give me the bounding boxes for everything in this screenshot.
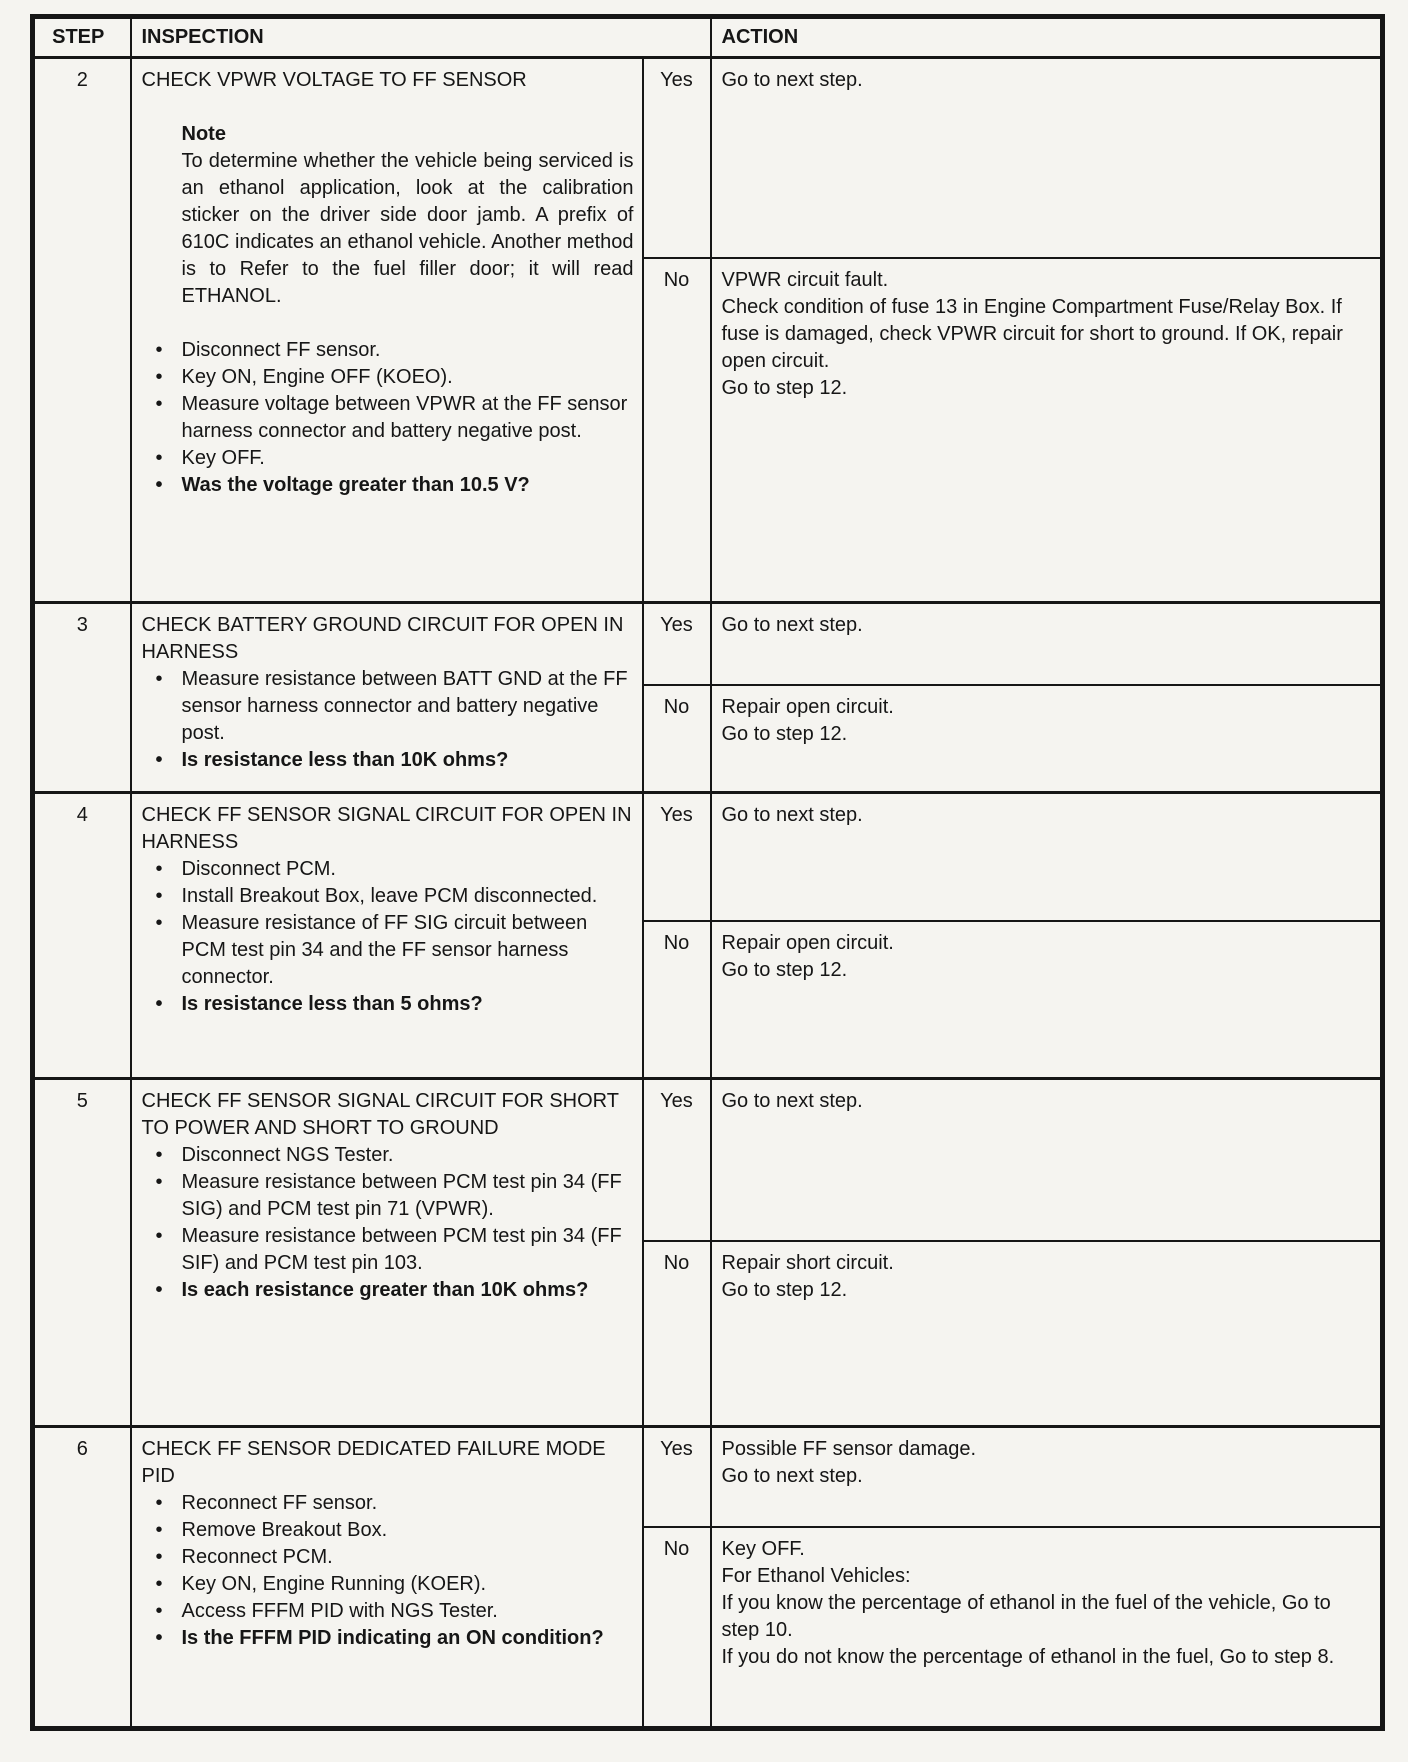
pinpoint-test-table	[30, 14, 1385, 1731]
step-number-cell: 2	[33, 58, 131, 603]
inspection-title: CHECK BATTERY GROUND CIRCUIT FOR OPEN IN HARNESS	[141, 614, 624, 663]
action-line: Repair short circuit.	[721, 1251, 894, 1274]
inspection-title: CHECK FF SENSOR DEDICATED FAILURE MODE PID	[141, 1438, 606, 1487]
bullet-text: Measure voltage between VPWR at the FF sensor harness connector and battery negative post.	[181, 393, 628, 442]
result-yes-cell: Yes	[643, 1079, 711, 1241]
bullet-item	[142, 910, 634, 991]
bullet-icon: •	[155, 1546, 163, 1568]
bullet-item	[142, 1571, 634, 1598]
action-line: Go to step 12.	[721, 376, 848, 399]
action-line: For Ethanol Vehicles:	[721, 1564, 911, 1587]
action-line: Repair open circuit.	[721, 695, 894, 718]
bullet-icon: •	[155, 447, 163, 469]
result-no-cell: No	[643, 921, 711, 1079]
bullet-item	[142, 666, 634, 747]
action-line: Possible FF sensor damage.	[721, 1438, 977, 1460]
bullet-item	[142, 445, 634, 472]
bullet-item	[142, 1517, 634, 1544]
action-cell-yes	[711, 793, 1383, 921]
question-item	[142, 1625, 634, 1652]
bullet-list	[142, 856, 634, 1018]
step-2-yes-row	[33, 58, 1383, 258]
question-text: Is resistance less than 10K ohms?	[181, 749, 509, 771]
action-cell-yes	[711, 1427, 1383, 1527]
bullet-list	[142, 1490, 634, 1652]
note-block	[182, 121, 634, 310]
result-no-cell: No	[643, 258, 711, 603]
action-cell-no	[711, 1527, 1383, 1729]
action-cell-no	[711, 1241, 1383, 1427]
bullet-icon: •	[155, 912, 163, 934]
note-label: Note	[181, 123, 226, 145]
bullet-icon: •	[155, 1225, 163, 1247]
step-3-yes-row	[33, 603, 1383, 685]
inspection-title: CHECK VPWR VOLTAGE TO FF SENSOR	[141, 69, 527, 91]
inspection-title: CHECK FF SENSOR SIGNAL CIRCUIT FOR OPEN IN HARNESS	[141, 804, 632, 853]
bullet-list	[142, 1142, 634, 1304]
bullet-item	[142, 1169, 634, 1223]
bullet-text: Measure resistance between PCM test pin 34 (FF SIF) and PCM test pin 103.	[181, 1225, 622, 1274]
action-line: Go to next step.	[721, 1465, 863, 1487]
bullet-icon: •	[155, 749, 163, 771]
bullet-item	[142, 391, 634, 445]
bullet-icon: •	[155, 885, 163, 907]
step-number-cell: 3	[33, 603, 131, 793]
bullet-text: Disconnect NGS Tester.	[181, 1144, 394, 1166]
bullet-text: Key ON, Engine OFF (KOEO).	[181, 366, 453, 388]
action-cell-no	[711, 685, 1383, 793]
inspection-cell	[131, 793, 643, 1079]
action-line: Check condition of fuse 13 in Engine Compartment Fuse/Relay Box. If fuse is damaged, check VPWR circuit for short to ground. If OK, repair open circuit.	[721, 295, 1343, 372]
bullet-list	[142, 337, 634, 499]
inspection-cell	[131, 1079, 643, 1427]
inspection-title: CHECK FF SENSOR SIGNAL CIRCUIT FOR SHORT TO POWER AND SHORT TO GROUND	[141, 1090, 619, 1139]
bullet-icon: •	[155, 1171, 163, 1193]
note-text: To determine whether the vehicle being serviced is an ethanol application, look at the calibration sticker on the driver side door jamb. A prefix of 610C indicates an ethanol vehicle. Another method is to Refer to the fuel filler door; it will read ETHANOL.	[181, 150, 634, 307]
result-no-cell: No	[643, 1527, 711, 1729]
bullet-icon: •	[155, 1519, 163, 1541]
bullet-text: Measure resistance of FF SIG circuit between PCM test pin 34 and the FF sensor harness connector.	[181, 912, 588, 988]
action-line: If you know the percentage of ethanol in the fuel of the vehicle, Go to step 10.	[721, 1591, 1331, 1641]
result-yes-cell: Yes	[643, 793, 711, 921]
table-header	[33, 17, 1383, 58]
bullet-icon: •	[155, 993, 163, 1015]
action-line: VPWR circuit fault.	[721, 268, 889, 291]
result-yes-cell: Yes	[643, 603, 711, 685]
table-body	[33, 58, 1383, 1729]
action-line: Key OFF.	[721, 1537, 805, 1560]
action-line: Go to step 12.	[721, 958, 848, 981]
action-line: If you do not know the percentage of ethanol in the fuel, Go to step 8.	[721, 1645, 1335, 1668]
bullet-icon: •	[155, 393, 163, 415]
step-6-yes-row	[33, 1427, 1383, 1527]
step-5-yes-row	[33, 1079, 1383, 1241]
question-text: Is each resistance greater than 10K ohms?	[181, 1279, 589, 1301]
action-line: Go to step 12.	[721, 722, 848, 745]
action-cell-no	[711, 258, 1383, 603]
action-line: Go to step 12.	[721, 1278, 848, 1301]
question-text: Is the FFFM PID indicating an ON condition?	[181, 1627, 604, 1649]
bullet-item	[142, 1598, 634, 1625]
bullet-icon: •	[155, 1573, 163, 1595]
bullet-item	[142, 1490, 634, 1517]
bullet-item	[142, 1544, 634, 1571]
question-item	[142, 991, 634, 1018]
inspection-cell	[131, 603, 643, 793]
action-cell-yes	[711, 1079, 1383, 1241]
result-no-cell: No	[643, 685, 711, 793]
question-item	[142, 1277, 634, 1304]
bullet-icon: •	[155, 668, 163, 690]
result-yes-cell: Yes	[643, 58, 711, 258]
bullet-icon: •	[155, 1279, 163, 1301]
inspection-cell	[131, 1427, 643, 1729]
bullet-list	[142, 666, 634, 774]
step-number-cell: 6	[33, 1427, 131, 1729]
action-line: Go to next step.	[721, 804, 863, 826]
bullet-icon: •	[155, 1627, 163, 1649]
bullet-text: Disconnect PCM.	[181, 858, 336, 880]
bullet-text: Key OFF.	[181, 447, 265, 469]
bullet-item	[142, 1223, 634, 1277]
action-line: Go to next step.	[721, 614, 863, 636]
bullet-icon: •	[155, 474, 163, 496]
action-line: Go to next step.	[721, 1090, 863, 1112]
bullet-icon: •	[155, 1600, 163, 1622]
step-number-cell: 5	[33, 1079, 131, 1427]
bullet-text: Reconnect FF sensor.	[181, 1492, 378, 1514]
bullet-item	[142, 856, 634, 883]
bullet-text: Measure resistance between PCM test pin 34 (FF SIG) and PCM test pin 71 (VPWR).	[181, 1171, 622, 1220]
bullet-icon: •	[155, 366, 163, 388]
bullet-item	[142, 1142, 634, 1169]
question-text: Was the voltage greater than 10.5 V?	[181, 474, 530, 496]
action-cell-yes	[711, 603, 1383, 685]
bullet-text: Disconnect FF sensor.	[181, 339, 381, 361]
bullet-text: Remove Breakout Box.	[181, 1519, 388, 1541]
bullet-item	[142, 337, 634, 364]
bullet-item	[142, 364, 634, 391]
inspection-cell	[131, 58, 643, 603]
action-cell-yes	[711, 58, 1383, 258]
header-inspection: INSPECTION	[131, 17, 711, 58]
header-row	[33, 17, 1383, 58]
bullet-text: Access FFFM PID with NGS Tester.	[181, 1600, 498, 1622]
bullet-icon: •	[155, 339, 163, 361]
step-number-cell: 4	[33, 793, 131, 1079]
bullet-icon: •	[155, 1492, 163, 1514]
bullet-text: Reconnect PCM.	[181, 1546, 333, 1568]
bullet-item	[142, 883, 634, 910]
header-step: STEP	[33, 17, 131, 58]
action-cell-no	[711, 921, 1383, 1079]
result-yes-cell: Yes	[643, 1427, 711, 1527]
question-item	[142, 747, 634, 774]
result-no-cell: No	[643, 1241, 711, 1427]
question-item	[142, 472, 634, 499]
action-line: Repair open circuit.	[721, 931, 894, 954]
bullet-icon: •	[155, 1144, 163, 1166]
step-4-yes-row	[33, 793, 1383, 921]
bullet-text: Measure resistance between BATT GND at the FF sensor harness connector and battery negative post.	[181, 668, 628, 744]
bullet-text: Install Breakout Box, leave PCM disconnected.	[181, 885, 598, 907]
question-text: Is resistance less than 5 ohms?	[181, 993, 483, 1015]
bullet-text: Key ON, Engine Running (KOER).	[181, 1573, 487, 1595]
bullet-icon: •	[155, 858, 163, 880]
action-line: Go to next step.	[721, 69, 863, 91]
header-action: ACTION	[711, 17, 1383, 58]
